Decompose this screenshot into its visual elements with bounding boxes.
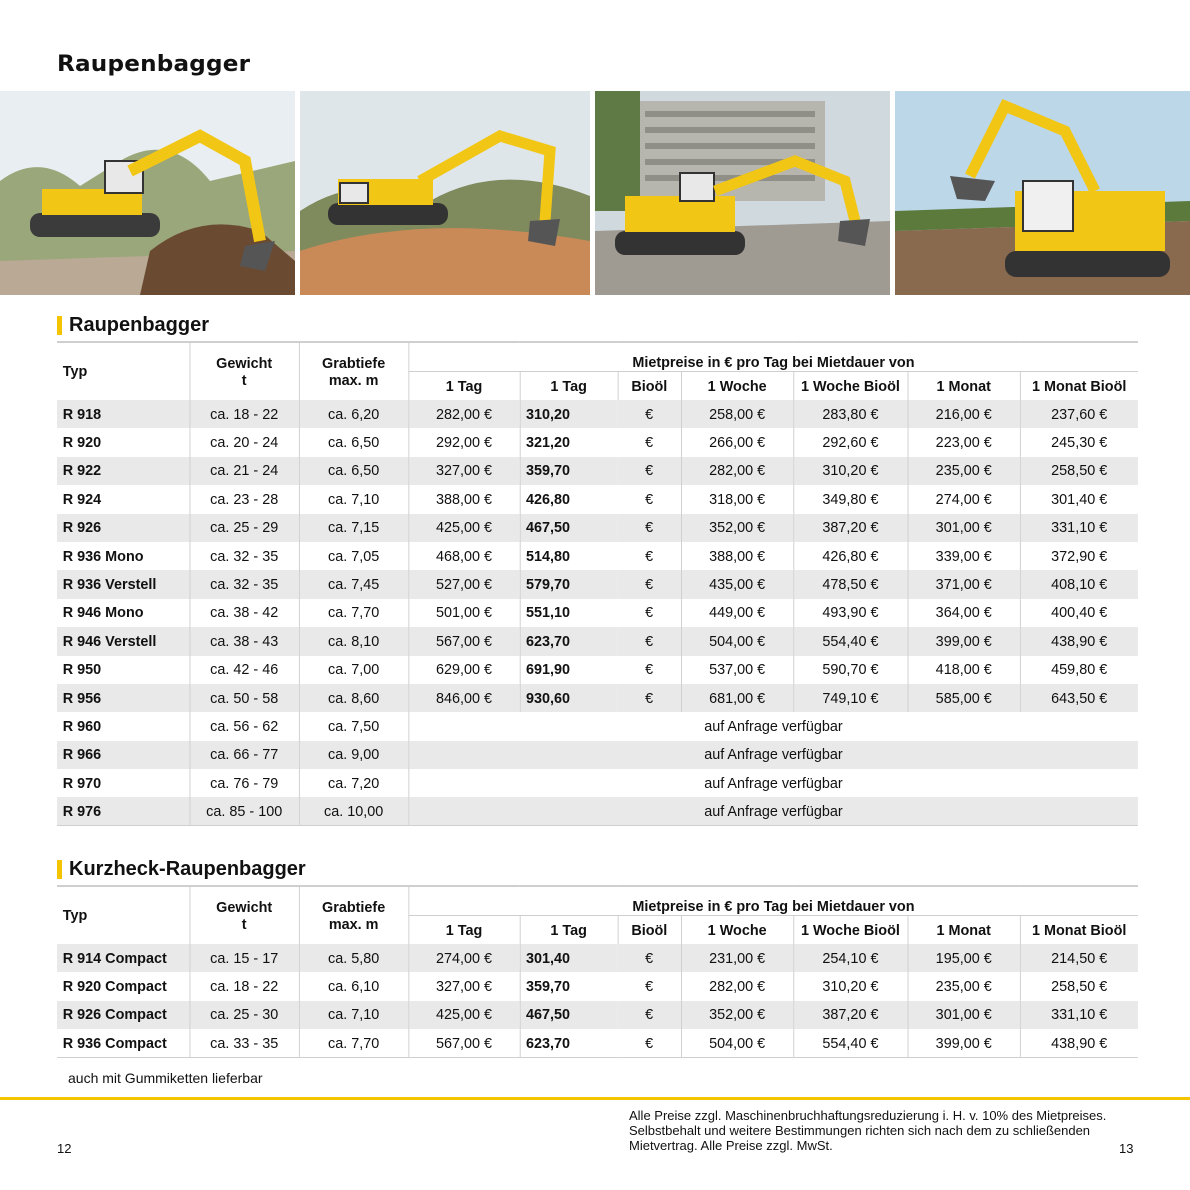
cell-biooel-euro: € — [618, 514, 681, 542]
table-row — [57, 514, 1138, 542]
cell-typ: R 956 — [57, 684, 189, 712]
cell-biooel-euro: € — [618, 457, 681, 485]
section-title-text: Kurzheck-Raupenbagger — [69, 857, 306, 880]
cell-1-woche-biooel: 554,40 € — [793, 1029, 907, 1057]
table-row — [57, 656, 1138, 684]
cell-grabtiefe: ca. 7,10 — [299, 485, 408, 513]
cell-availability: auf Anfrage verfügbar — [408, 741, 1138, 769]
cell-typ: R 920 — [62, 434, 102, 452]
cell-1-monat: 235,00 € — [908, 972, 1020, 1000]
cell-1-tag-biooel: 321,20 — [520, 428, 618, 456]
cell-1-monat-biooel: 372,90 € — [1020, 542, 1138, 570]
table-row — [57, 570, 1138, 598]
cell-typ: R 922 — [57, 457, 189, 485]
header-gewicht: Gewicht — [189, 886, 298, 916]
table-row — [57, 599, 1138, 627]
price-table-kurzheck — [57, 885, 1138, 1058]
cell-1-tag: 846,00 € — [408, 684, 519, 712]
cell-biooel-euro: € — [645, 604, 654, 622]
cell-1-monat-biooel: 643,50 € — [1020, 684, 1138, 712]
cell-1-tag: 527,00 € — [408, 570, 519, 598]
cell-gewicht: ca. 38 - 42 — [189, 599, 298, 627]
cell-gewicht: ca. 32 - 35 — [189, 542, 298, 570]
section-title-raupenbagger — [57, 314, 209, 336]
cell-typ: R 924 — [62, 490, 102, 508]
cell-biooel-euro: € — [618, 570, 681, 598]
table-row — [57, 741, 1138, 769]
cell-grabtiefe: ca. 7,15 — [299, 514, 408, 542]
cell-grabtiefe: ca. 10,00 — [299, 797, 408, 825]
table-row — [57, 542, 1138, 570]
table-row — [57, 1001, 1138, 1029]
cell-grabtiefe: ca. 7,50 — [299, 712, 408, 740]
cell-1-monat: 418,00 € — [908, 656, 1020, 684]
cell-availability: auf Anfrage verfügbar — [408, 797, 1138, 825]
excavator-photo-3 — [595, 91, 890, 295]
cell-1-woche-biooel: 387,20 € — [793, 514, 907, 542]
cell-1-tag-biooel: 579,70 — [520, 570, 618, 598]
header-1-tag: 1 Tag — [408, 916, 519, 945]
cell-grabtiefe: ca. 7,45 — [299, 570, 408, 598]
photo-strip — [0, 91, 1190, 295]
cell-typ: R 920 Compact — [62, 978, 167, 996]
cell-gewicht: ca. 85 - 100 — [189, 797, 298, 825]
header-typ: Typ — [62, 363, 88, 380]
cell-typ: R 970 — [62, 774, 102, 792]
excavator-photo-4 — [895, 91, 1190, 295]
cell-gewicht: ca. 25 - 29 — [189, 514, 298, 542]
cell-1-tag: 292,00 € — [408, 428, 519, 456]
table-row — [57, 428, 1138, 456]
cell-biooel-euro: € — [645, 978, 654, 996]
cell-1-monat-biooel: 408,10 € — [1020, 570, 1138, 598]
cell-biooel-euro: € — [618, 944, 681, 972]
section-title-text: Raupenbagger — [69, 313, 210, 336]
cell-biooel-euro: € — [618, 400, 681, 428]
cell-1-tag-biooel: 359,70 — [520, 972, 618, 1000]
cell-grabtiefe: ca. 6,10 — [299, 972, 408, 1000]
cell-1-monat: 223,00 € — [908, 428, 1020, 456]
cell-1-monat: 371,00 € — [908, 570, 1020, 598]
rubber-tracks-note: auch mit Gummiketten lieferbar — [68, 1070, 263, 1086]
table-row — [57, 485, 1138, 513]
cell-gewicht: ca. 25 - 30 — [189, 1001, 298, 1029]
header-grabtiefe-unit: max. m — [299, 916, 408, 945]
cell-1-woche: 258,00 € — [681, 400, 793, 428]
cell-1-woche: 352,00 € — [681, 514, 793, 542]
cell-1-woche: 537,00 € — [681, 656, 793, 684]
cell-1-monat-biooel: 459,80 € — [1020, 656, 1138, 684]
cell-1-monat: 364,00 € — [908, 599, 1020, 627]
cell-1-monat: 195,00 € — [908, 944, 1020, 972]
cell-1-monat-biooel: 331,10 € — [1020, 514, 1138, 542]
cell-1-tag-biooel: 467,50 — [520, 1001, 618, 1029]
header-1-monat-biooel: 1 Monat Bioöl — [1020, 916, 1138, 945]
page-number-right: 13 — [1119, 1141, 1134, 1156]
cell-1-tag: 425,00 € — [408, 1001, 519, 1029]
cell-availability: auf Anfrage verfügbar — [408, 769, 1138, 797]
cell-1-woche-biooel: 749,10 € — [793, 684, 907, 712]
cell-1-monat-biooel: 245,30 € — [1020, 428, 1138, 456]
cell-1-woche: 282,00 € — [681, 972, 793, 1000]
cell-1-monat: 585,00 € — [908, 684, 1020, 712]
cell-1-monat-biooel: 438,90 € — [1020, 627, 1138, 655]
cell-grabtiefe: ca. 9,00 — [299, 741, 408, 769]
cell-1-woche-biooel: 310,20 € — [793, 457, 907, 485]
footer-rule — [0, 1097, 1190, 1100]
cell-1-woche-biooel: 554,40 € — [793, 627, 907, 655]
header-mietpreise: Mietpreise in € pro Tag bei Mietdauer von — [408, 886, 1138, 916]
cell-grabtiefe: ca. 7,70 — [299, 599, 408, 627]
cell-1-woche: 352,00 € — [681, 1001, 793, 1029]
cell-1-monat: 339,00 € — [908, 542, 1020, 570]
cell-1-tag: 501,00 € — [408, 599, 519, 627]
cell-1-tag-biooel: 359,70 — [520, 457, 618, 485]
price-table-raupenbagger — [57, 341, 1138, 826]
cell-grabtiefe: ca. 7,20 — [299, 769, 408, 797]
cell-biooel-euro: € — [618, 1001, 681, 1029]
cell-1-monat: 301,00 € — [908, 1001, 1020, 1029]
cell-1-monat: 399,00 € — [908, 1029, 1020, 1057]
cell-1-tag: 327,00 € — [408, 972, 519, 1000]
cell-1-woche-biooel: 254,10 € — [793, 944, 907, 972]
cell-1-monat: 301,00 € — [908, 514, 1020, 542]
cell-1-woche: 388,00 € — [681, 542, 793, 570]
cell-biooel-euro: € — [645, 547, 654, 565]
page-title: Raupenbagger — [57, 52, 251, 77]
cell-1-tag: 327,00 € — [408, 457, 519, 485]
cell-gewicht: ca. 21 - 24 — [189, 457, 298, 485]
cell-1-tag-biooel: 623,70 — [520, 627, 618, 655]
cell-gewicht: ca. 42 - 46 — [189, 656, 298, 684]
cell-1-monat-biooel: 438,90 € — [1020, 1029, 1138, 1057]
cell-grabtiefe: ca. 8,10 — [299, 627, 408, 655]
cell-1-woche-biooel: 292,60 € — [793, 428, 907, 456]
cell-1-woche: 504,00 € — [681, 1029, 793, 1057]
cell-gewicht: ca. 33 - 35 — [189, 1029, 298, 1057]
cell-1-woche: 435,00 € — [681, 570, 793, 598]
cell-gewicht: ca. 32 - 35 — [189, 570, 298, 598]
header-grabtiefe: Grabtiefe — [299, 342, 408, 372]
table-row — [57, 684, 1138, 712]
cell-grabtiefe: ca. 7,10 — [299, 1001, 408, 1029]
table-row — [57, 400, 1138, 428]
cell-typ: R 946 Verstell — [57, 627, 189, 655]
cell-1-woche: 266,00 € — [681, 428, 793, 456]
table-row — [57, 627, 1138, 655]
cell-gewicht: ca. 20 - 24 — [189, 428, 298, 456]
cell-1-woche-biooel: 493,90 € — [793, 599, 907, 627]
cell-typ: R 926 — [57, 514, 189, 542]
cell-1-tag: 425,00 € — [408, 514, 519, 542]
cell-1-monat-biooel: 258,50 € — [1020, 972, 1138, 1000]
cell-gewicht: ca. 23 - 28 — [189, 485, 298, 513]
cell-1-tag-biooel: 426,80 — [520, 485, 618, 513]
table-row — [57, 769, 1138, 797]
cell-1-tag-biooel: 467,50 — [520, 514, 618, 542]
cell-1-woche-biooel: 426,80 € — [793, 542, 907, 570]
cell-1-tag: 282,00 € — [408, 400, 519, 428]
cell-1-monat: 274,00 € — [908, 485, 1020, 513]
cell-grabtiefe: ca. 8,60 — [299, 684, 408, 712]
cell-biooel-euro: € — [618, 627, 681, 655]
table-row — [57, 972, 1138, 1000]
cell-1-woche-biooel: 590,70 € — [793, 656, 907, 684]
cell-1-monat: 216,00 € — [908, 400, 1020, 428]
cell-1-tag-biooel: 930,60 — [520, 684, 618, 712]
header-1-tag-b: 1 Tag — [520, 372, 618, 401]
table-row — [57, 457, 1138, 485]
cell-typ: R 918 — [57, 400, 189, 428]
header-1-woche-biooel: 1 Woche Bioöl — [793, 916, 907, 945]
cell-1-tag: 468,00 € — [408, 542, 519, 570]
cell-biooel-euro: € — [645, 661, 654, 679]
cell-1-tag: 567,00 € — [408, 627, 519, 655]
cell-1-monat-biooel: 400,40 € — [1020, 599, 1138, 627]
cell-grabtiefe: ca. 6,50 — [299, 428, 408, 456]
cell-typ: R 946 Mono — [62, 604, 144, 622]
header-grabtiefe-unit: max. m — [299, 372, 408, 401]
header-mietpreise: Mietpreise in € pro Tag bei Mietdauer von — [408, 342, 1138, 372]
header-gewicht-unit: t — [189, 372, 298, 401]
header-1-woche: 1 Woche — [681, 916, 793, 945]
cell-1-woche-biooel: 310,20 € — [793, 972, 907, 1000]
cell-1-monat-biooel: 301,40 € — [1020, 485, 1138, 513]
cell-typ: R 936 Verstell — [57, 570, 189, 598]
header-1-monat: 1 Monat — [908, 372, 1020, 401]
cell-1-monat-biooel: 331,10 € — [1020, 1001, 1138, 1029]
page-number-left: 12 — [57, 1141, 72, 1156]
cell-1-monat-biooel: 258,50 € — [1020, 457, 1138, 485]
table-row — [57, 797, 1138, 825]
cell-1-woche-biooel: 387,20 € — [793, 1001, 907, 1029]
cell-gewicht: ca. 38 - 43 — [189, 627, 298, 655]
header-gewicht-unit: t — [189, 916, 298, 945]
table-row — [57, 944, 1138, 972]
section-title-kurzheck — [57, 858, 306, 880]
cell-availability: auf Anfrage verfügbar — [408, 712, 1138, 740]
cell-typ: R 936 Mono — [62, 547, 144, 565]
cell-biooel-euro: € — [645, 490, 654, 508]
cell-1-tag: 388,00 € — [408, 485, 519, 513]
cell-1-woche: 449,00 € — [681, 599, 793, 627]
cell-grabtiefe: ca. 7,05 — [299, 542, 408, 570]
header-biooel: Bioöl — [618, 916, 681, 945]
header-biooel: Bioöl — [618, 372, 681, 401]
cell-gewicht: ca. 18 - 22 — [189, 400, 298, 428]
cell-biooel-euro: € — [618, 684, 681, 712]
cell-1-tag: 567,00 € — [408, 1029, 519, 1057]
header-grabtiefe: Grabtiefe — [299, 886, 408, 916]
cell-typ: R 976 — [57, 797, 189, 825]
header-1-woche: 1 Woche — [681, 372, 793, 401]
cell-1-woche-biooel: 283,80 € — [793, 400, 907, 428]
excavator-photo-2 — [300, 91, 590, 295]
cell-gewicht: ca. 18 - 22 — [189, 972, 298, 1000]
cell-biooel-euro: € — [618, 1029, 681, 1057]
header-gewicht: Gewicht — [189, 342, 298, 372]
cell-gewicht: ca. 76 - 79 — [189, 769, 298, 797]
cell-1-tag-biooel: 691,90 — [520, 656, 618, 684]
cell-1-woche-biooel: 478,50 € — [793, 570, 907, 598]
cell-biooel-euro: € — [645, 434, 654, 452]
cell-1-woche: 231,00 € — [681, 944, 793, 972]
cell-typ: R 960 — [62, 717, 102, 735]
cell-1-monat-biooel: 214,50 € — [1020, 944, 1138, 972]
header-1-tag-b: 1 Tag — [520, 916, 618, 945]
cell-typ: R 936 Compact — [57, 1029, 189, 1057]
table-row — [57, 1029, 1138, 1057]
cell-1-tag-biooel: 514,80 — [520, 542, 618, 570]
cell-grabtiefe: ca. 7,70 — [299, 1029, 408, 1057]
cell-gewicht: ca. 66 - 77 — [189, 741, 298, 769]
accent-bar — [57, 860, 62, 879]
cell-typ: R 926 Compact — [57, 1001, 189, 1029]
cell-1-tag-biooel: 301,40 — [520, 944, 618, 972]
cell-1-woche: 282,00 € — [681, 457, 793, 485]
price-footnote: Alle Preise zzgl. Maschinenbruchhaftungsreduzierung i. H. v. 10% des Mietpreises. Selbstbehalt und weitere Bestimmungen richten sich nach dem zu schließenden Mietvertrag. Alle Preise zzgl. MwSt. — [629, 1108, 1107, 1153]
cell-1-tag: 274,00 € — [408, 944, 519, 972]
cell-1-woche-biooel: 349,80 € — [793, 485, 907, 513]
cell-1-monat: 235,00 € — [908, 457, 1020, 485]
cell-1-woche: 318,00 € — [681, 485, 793, 513]
cell-1-tag: 629,00 € — [408, 656, 519, 684]
cell-gewicht: ca. 15 - 17 — [189, 944, 298, 972]
header-1-monat: 1 Monat — [908, 916, 1020, 945]
accent-bar — [57, 316, 62, 335]
cell-1-woche: 681,00 € — [681, 684, 793, 712]
cell-typ: R 966 — [57, 741, 189, 769]
cell-grabtiefe: ca. 6,20 — [299, 400, 408, 428]
header-typ: Typ — [62, 907, 88, 924]
cell-typ: R 914 Compact — [57, 944, 189, 972]
cell-1-tag-biooel: 623,70 — [520, 1029, 618, 1057]
cell-1-tag-biooel: 310,20 — [520, 400, 618, 428]
cell-1-tag-biooel: 551,10 — [520, 599, 618, 627]
header-1-woche-biooel: 1 Woche Bioöl — [793, 372, 907, 401]
cell-typ: R 950 — [62, 661, 102, 679]
cell-gewicht: ca. 50 - 58 — [189, 684, 298, 712]
cell-1-monat: 399,00 € — [908, 627, 1020, 655]
table-row — [57, 712, 1138, 740]
cell-gewicht: ca. 56 - 62 — [189, 712, 298, 740]
cell-grabtiefe: ca. 6,50 — [299, 457, 408, 485]
cell-grabtiefe: ca. 5,80 — [299, 944, 408, 972]
cell-1-monat-biooel: 237,60 € — [1020, 400, 1138, 428]
header-1-monat-biooel: 1 Monat Bioöl — [1020, 372, 1138, 401]
cell-grabtiefe: ca. 7,00 — [299, 656, 408, 684]
cell-1-woche: 504,00 € — [681, 627, 793, 655]
header-1-tag: 1 Tag — [408, 372, 519, 401]
excavator-photo-1 — [0, 91, 295, 295]
